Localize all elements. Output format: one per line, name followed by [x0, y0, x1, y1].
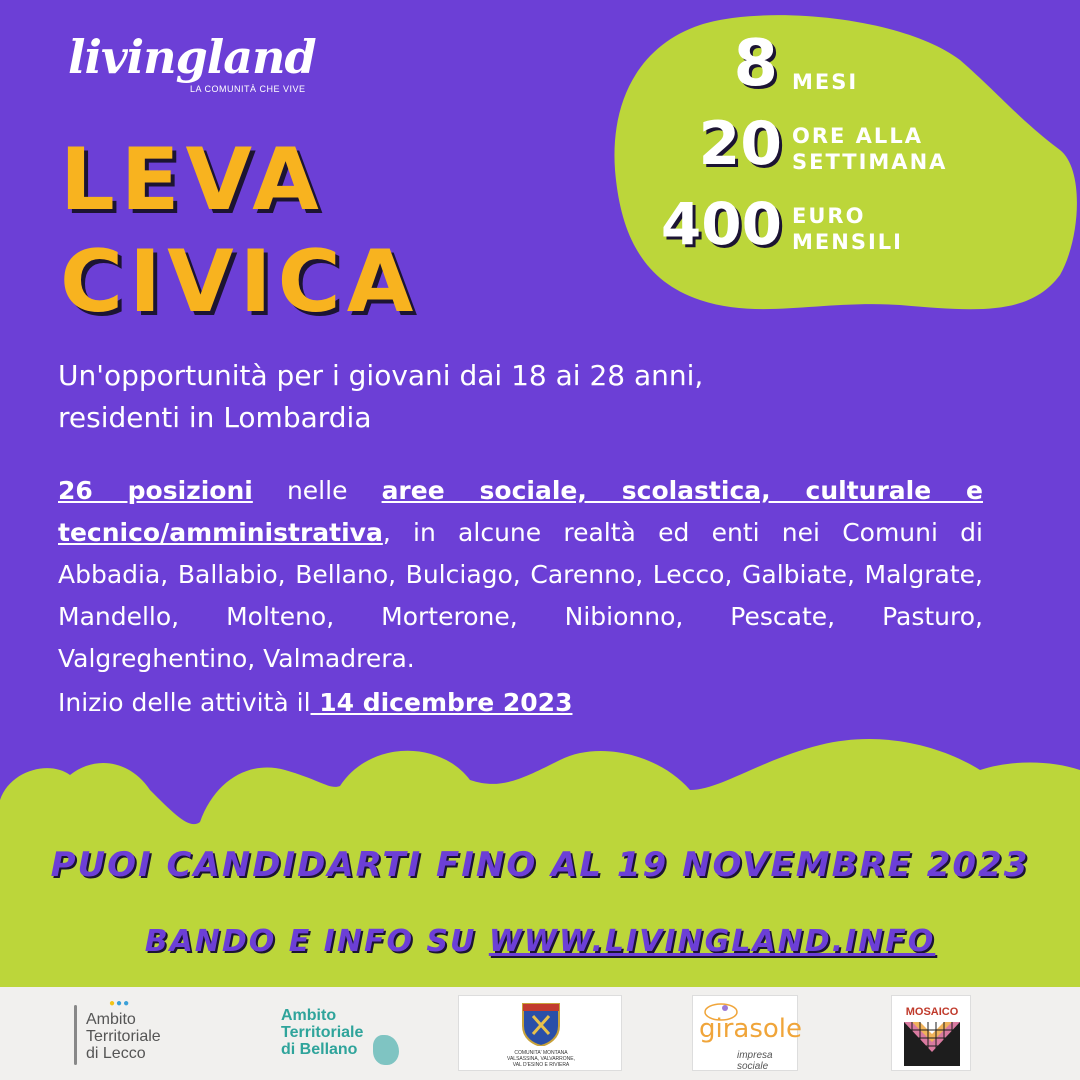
subtitle-line1: Un'opportunità per i giovani dai 18 ai 28 anni, [58, 359, 704, 392]
stat-euro-label-2: MENSILI [792, 230, 903, 254]
title-line2: CIVICA [60, 232, 420, 332]
partner-ambito-lecco [74, 995, 224, 1071]
deadline-banner: PUOI CANDIDARTI FINO AL 19 NOVEMBRE 2023 [50, 845, 1030, 885]
lecco-dots-icon: ●●● [109, 998, 131, 1009]
subtitle-line2: residenti in Lombardia [58, 401, 372, 434]
partners-footer [0, 987, 1080, 1080]
positions-count: 26 posizioni [58, 476, 253, 505]
start-prefix: Inizio delle attività il [58, 688, 311, 717]
description [58, 470, 983, 680]
bellano-line1: Ambito [281, 1007, 337, 1024]
title-line1: LEVA [60, 130, 325, 230]
stat-euro-label-1: EURO [792, 204, 866, 228]
stat-months-label: MESI [792, 70, 859, 94]
subtitle [58, 355, 958, 439]
comunita-caption3: VAL D'ESINO E RIVIERA [512, 1062, 570, 1068]
livingland-logo: livingland [68, 30, 316, 84]
lecco-line2: Territoriale [86, 1028, 161, 1045]
partner-girasole [692, 995, 803, 1072]
girasole-name: girasole [699, 1014, 803, 1044]
logo-tagline: LA COMUNITÀ CHE VIVE [190, 84, 306, 94]
stat-hours-number: 20 [698, 109, 782, 179]
stat-hours-label-2: SETTIMANA [792, 150, 948, 174]
girasole-sub: impresa sociale [737, 1050, 773, 1072]
comunita-caption1: COMUNITA' MONTANA [514, 1050, 568, 1056]
connector-text: nelle [286, 476, 348, 505]
start-date-value: 14 dicembre 2023 [310, 688, 573, 717]
shield-icon [521, 1002, 561, 1046]
mosaico-name: MOSAICO [905, 1006, 959, 1018]
mosaico-pattern-icon [904, 1022, 960, 1066]
start-date [58, 688, 572, 717]
lecco-line3: di Lecco [86, 1045, 146, 1062]
partner-ambito-bellano [281, 995, 401, 1071]
website-link[interactable]: WWW.LIVINGLAND.INFO [488, 924, 936, 959]
comuni-text: , in alcune realtà ed enti nei Comuni di Abbadia, Ballabio, Bellano, Bulciago, Carenno, Lecco, Galbiate, Malgrate, Mandello, Molteno, Morterone, Nibionno, Pescate, Pasturo, Valgreghentino, Valmadrera. [58, 518, 983, 673]
bellano-map-icon [373, 1035, 399, 1065]
bellano-line2: Territoriale [281, 1024, 364, 1041]
partner-comunita-montana [458, 995, 622, 1071]
stat-euro-number: 400 [660, 190, 782, 258]
partner-mosaico [891, 995, 971, 1071]
stat-hours-label-1: ORE ALLA [792, 124, 923, 148]
lecco-bar-icon [74, 1005, 77, 1065]
areas-text: aree sociale, scolastica, culturale e tecnico/amministrativa [58, 476, 983, 547]
info-banner [0, 924, 1080, 959]
stat-months-number: 8 [733, 27, 778, 101]
lecco-line1: Ambito [86, 1011, 136, 1028]
comunita-caption2: VALSASSINA, VALVARRONE, [507, 1056, 575, 1062]
info-prefix: BANDO E INFO SU [144, 924, 489, 959]
bellano-line3: di Bellano [281, 1041, 358, 1058]
